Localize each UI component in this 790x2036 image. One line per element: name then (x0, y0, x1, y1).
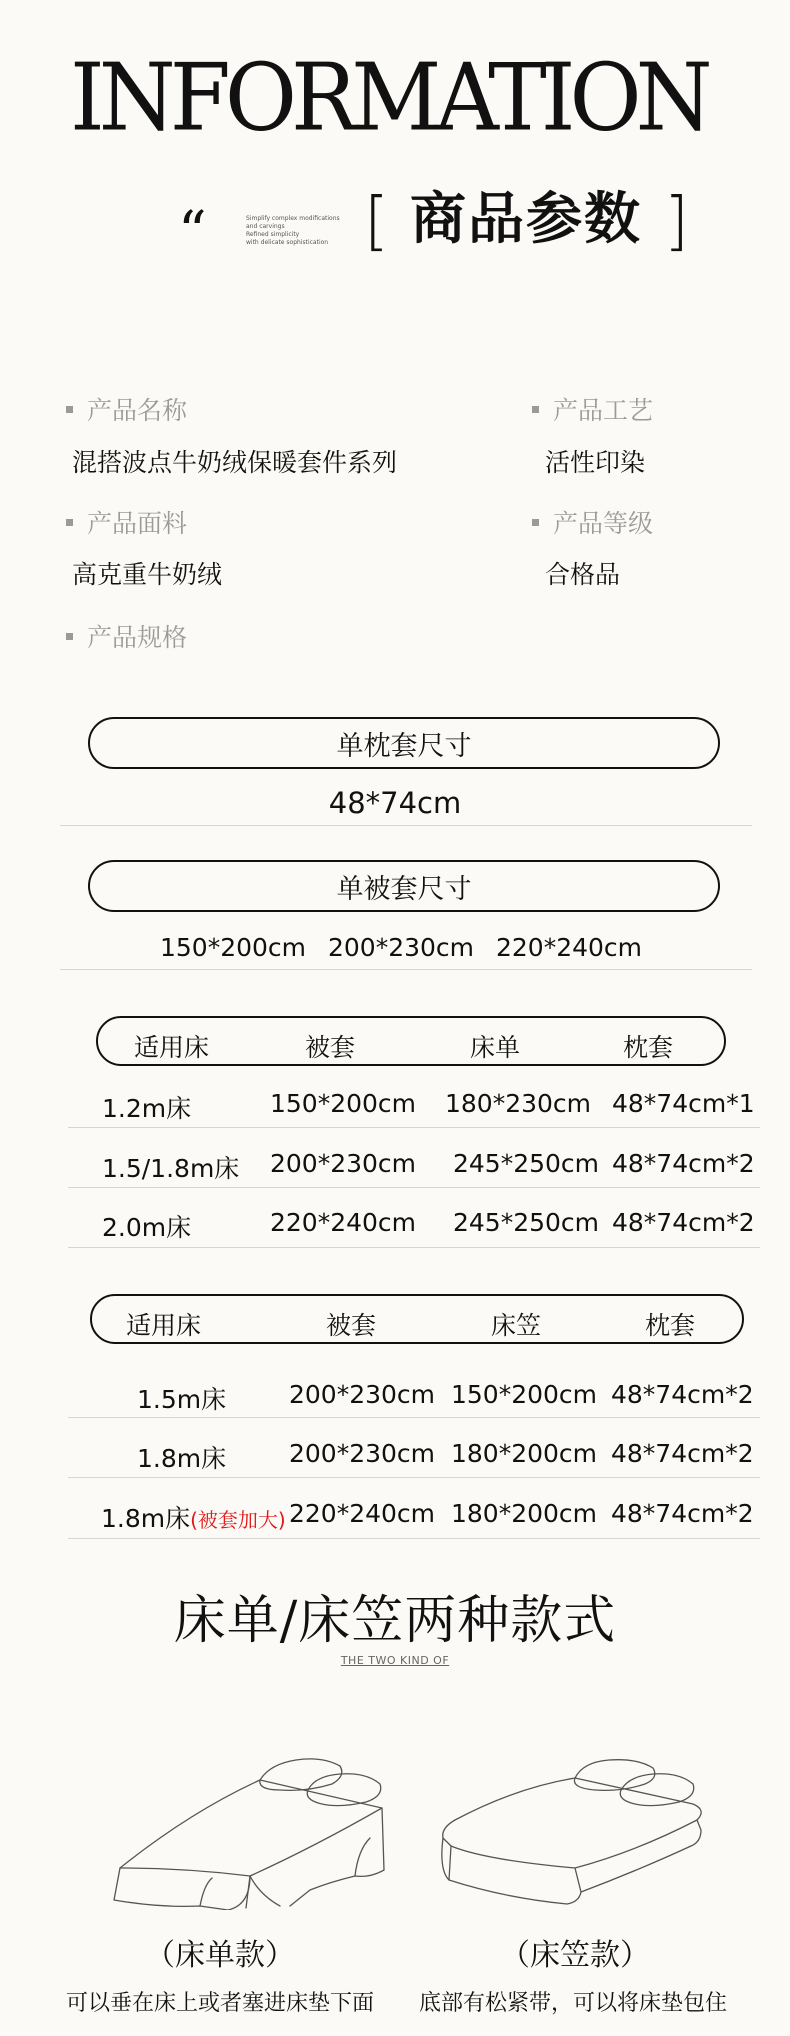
table2-cell: 180*200cm (451, 1499, 598, 1528)
product-spec-label: 产品规格 (66, 618, 187, 654)
table1-cell: 2.0m床 (102, 1213, 192, 1242)
pillowcase-title-pill (88, 717, 720, 769)
divider (68, 1247, 760, 1248)
table1-header-cell: 床单 (470, 1033, 521, 1062)
table2-cell: 150*200cm (451, 1380, 598, 1409)
product-craft-value: 活性印染 (545, 448, 646, 477)
divider (68, 1187, 760, 1188)
tagline-line: with delicate sophistication (246, 239, 329, 246)
table1-cell: 1.2m床 (102, 1094, 192, 1123)
tagline (246, 215, 356, 247)
tagline-line: Simplify complex modifications (246, 215, 340, 222)
table1-cell: 245*250cm (453, 1208, 600, 1237)
table1-cell: 180*230cm (445, 1089, 592, 1118)
duvet-size: 200*230cm (328, 933, 475, 962)
table1-header-cell: 适用床 (134, 1033, 210, 1062)
table2-bed-size: 1.8m床 (101, 1504, 191, 1533)
product-fabric-value: 高克重牛奶绒 (72, 560, 223, 589)
divider (68, 1417, 760, 1418)
table2-cell: 48*74cm*2 (611, 1499, 754, 1528)
table2-cell: 180*200cm (451, 1439, 598, 1468)
table1-cell: 200*230cm (270, 1149, 417, 1178)
flat-sheet-caption: （床单款） (145, 1938, 295, 1973)
duvet-title-pill (88, 860, 720, 912)
table2-cell: 1.8m床 (137, 1444, 227, 1473)
divider (68, 1477, 760, 1478)
enlarged-note: (被套加大) (190, 1508, 286, 1532)
product-name-label: 产品名称 (66, 391, 187, 427)
divider (68, 1127, 760, 1128)
table1-header-cell: 被套 (305, 1033, 356, 1062)
table2-cell: 1.5m床 (137, 1385, 227, 1414)
pillowcase-size: 48*74cm (328, 786, 462, 820)
table2-cell: 48*74cm*2 (611, 1439, 754, 1468)
bracket-left: [ (364, 185, 389, 259)
table2-cell: 48*74cm*2 (611, 1380, 754, 1409)
pillowcase-title: 单枕套尺寸 (336, 730, 472, 762)
divider (68, 1538, 760, 1539)
fitted-sheet-description: 底部有松紧带，可以将床垫包住 (418, 1991, 727, 2016)
product-name-value: 混搭波点牛奶绒保暖套件系列 (72, 448, 398, 477)
duvet-size: 150*200cm (160, 933, 307, 962)
bracket-right: ] (664, 185, 689, 259)
divider (60, 825, 752, 826)
table2-cell: 200*230cm (289, 1380, 436, 1409)
product-grade-value: 合格品 (545, 560, 621, 589)
table1-cell: 220*240cm (270, 1208, 417, 1237)
table1-cell: 48*74cm*2 (612, 1208, 755, 1237)
flat-sheet-illustration (100, 1720, 400, 1910)
product-fabric-label: 产品面料 (66, 504, 187, 540)
fitted-sheet-illustration (425, 1720, 725, 1910)
table2-header-cell: 被套 (326, 1311, 377, 1340)
duvet-title: 单被套尺寸 (336, 873, 472, 905)
table2-cell (101, 1499, 286, 1535)
fitted-sheet-caption: （床笠款） (500, 1938, 650, 1973)
quote-mark: “ (178, 200, 207, 265)
table2-cell: 200*230cm (289, 1439, 436, 1468)
table1-cell: 245*250cm (453, 1149, 600, 1178)
duvet-size: 220*240cm (496, 933, 643, 962)
styles-title: 床单/床笠两种款式 (173, 1591, 617, 1651)
section-heading: 商品参数 (410, 187, 642, 252)
table1-cell: 1.5/1.8m床 (102, 1154, 240, 1183)
divider (60, 969, 752, 970)
page-title: INFORMATION (70, 43, 707, 152)
table2-cell: 220*240cm (289, 1499, 436, 1528)
table1-header-cell: 枕套 (623, 1033, 674, 1062)
table1-cell: 48*74cm*1 (612, 1089, 755, 1118)
tagline-line: and carvings (246, 223, 285, 230)
flat-sheet-description: 可以垂在床上或者塞进床垫下面 (65, 1991, 374, 2016)
product-craft-label: 产品工艺 (532, 391, 653, 427)
product-grade-label: 产品等级 (532, 504, 653, 540)
styles-subtitle: THE TWO KIND OF (340, 1654, 450, 1667)
table2-header-cell: 床笠 (491, 1311, 542, 1340)
tagline-line: Refined simplicity (246, 231, 300, 238)
table2-header-cell: 适用床 (126, 1311, 202, 1340)
table1-cell: 48*74cm*2 (612, 1149, 755, 1178)
table1-cell: 150*200cm (270, 1089, 417, 1118)
table2-header-cell: 枕套 (645, 1311, 696, 1340)
